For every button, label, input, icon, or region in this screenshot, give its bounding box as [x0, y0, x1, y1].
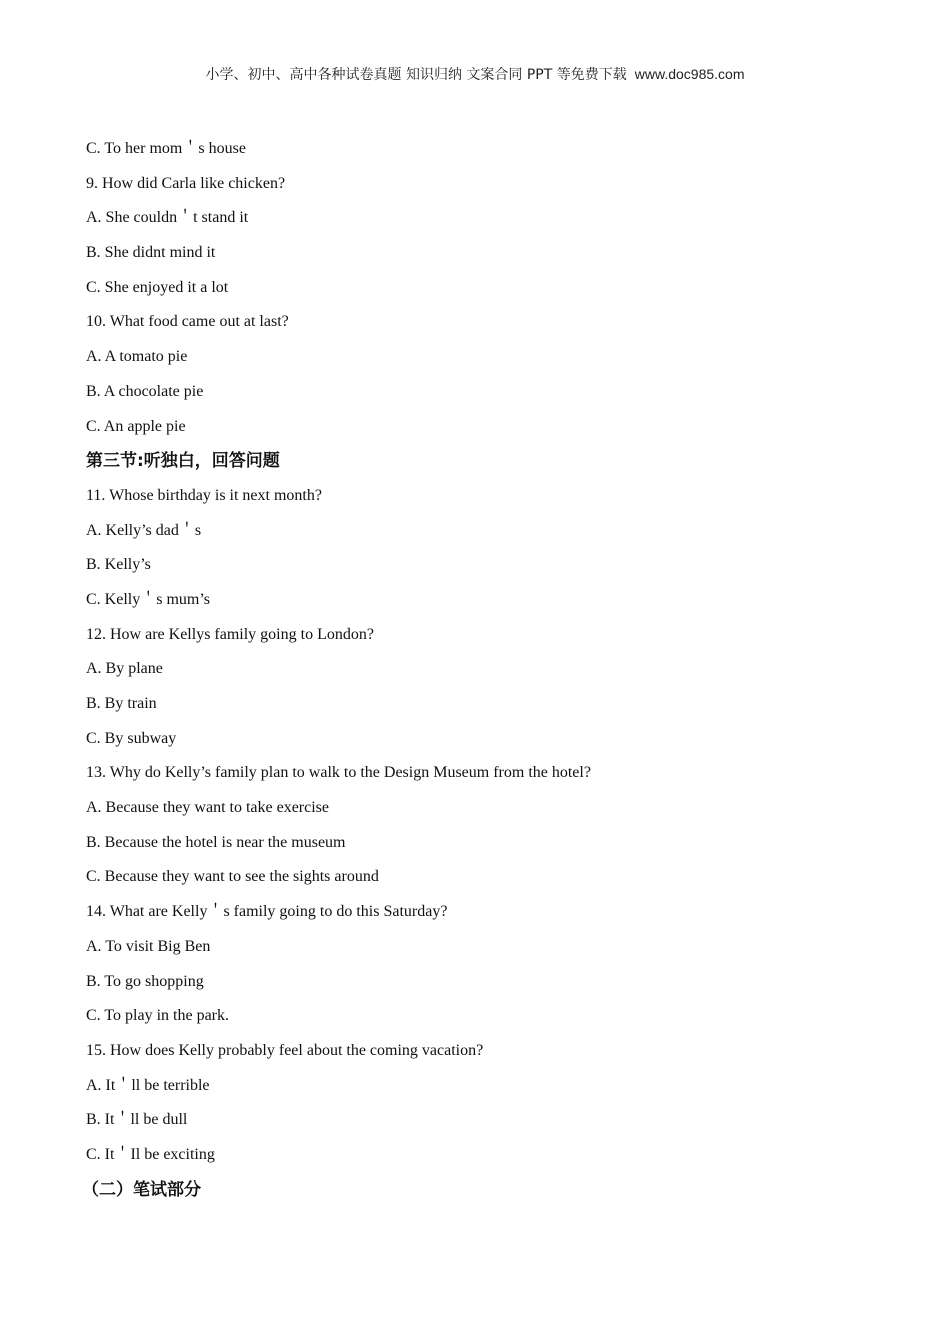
answer-option: B. She didnt mind it — [86, 244, 216, 262]
answer-option: C. To her mom＇s house — [86, 140, 246, 157]
answer-option: C. Because they want to see the sights around — [86, 868, 379, 886]
answer-option: C. By subway — [86, 729, 177, 747]
question-text: 15. How does Kelly probably feel about the coming vacation? — [86, 1041, 484, 1059]
answer-option: A. To visit Big Ben — [86, 937, 211, 955]
question-text: 11. Whose birthday is it next month? — [86, 486, 322, 504]
answer-option: C. It＇Il be exciting — [86, 1145, 215, 1163]
answer-option: A. Because they want to take exercise — [86, 799, 330, 817]
answer-option: C. To play in the park. — [86, 1007, 230, 1025]
answer-option: B. It＇ll be dull — [86, 1111, 188, 1129]
page-header — [0, 64, 950, 84]
answer-option: B. Because the hotel is near the museum — [86, 833, 346, 851]
answer-option: B. To go shopping — [86, 972, 204, 990]
answer-option: C. An apple pie — [86, 417, 186, 435]
question-text: 9. How did Carla like chicken? — [86, 174, 286, 192]
answer-option: A. A tomato pie — [86, 348, 188, 366]
question-text: 10. What food came out at last? — [86, 313, 289, 331]
answer-option: A. By plane — [86, 660, 163, 678]
header-text: 小学、初中、高中各种试卷真题 知识归纳 文案合同 PPT 等免费下载 — [205, 67, 627, 83]
answer-option: A. Kelly’s dad＇s — [86, 521, 202, 539]
answer-option: B. By train — [86, 695, 157, 712]
answer-option: B. A chocolate pie — [86, 382, 204, 400]
question-text: 12. How are Kellys family going to London? — [86, 625, 374, 643]
answer-option: B. Kelly’s — [86, 556, 151, 574]
answer-option: C. She enjoyed it a lot — [86, 278, 229, 296]
answer-option: A. It＇ll be terrible — [86, 1076, 210, 1094]
section-heading: 第三节:听独白，回答问题 — [86, 451, 280, 472]
answer-option: C. Kelly＇s mum’s — [86, 590, 211, 608]
question-text: 14. What are Kelly＇s family going to do this Saturday? — [86, 903, 448, 921]
document-body — [82, 136, 886, 1211]
section-heading: （二）笔试部分 — [82, 1179, 201, 1200]
question-text: 13. Why do Kelly’s family plan to walk to the Design Museum from the hotel? — [86, 764, 591, 782]
header-site-link[interactable]: www.doc985.com — [634, 66, 745, 82]
answer-option: A. She couldn＇t stand it — [86, 209, 249, 227]
